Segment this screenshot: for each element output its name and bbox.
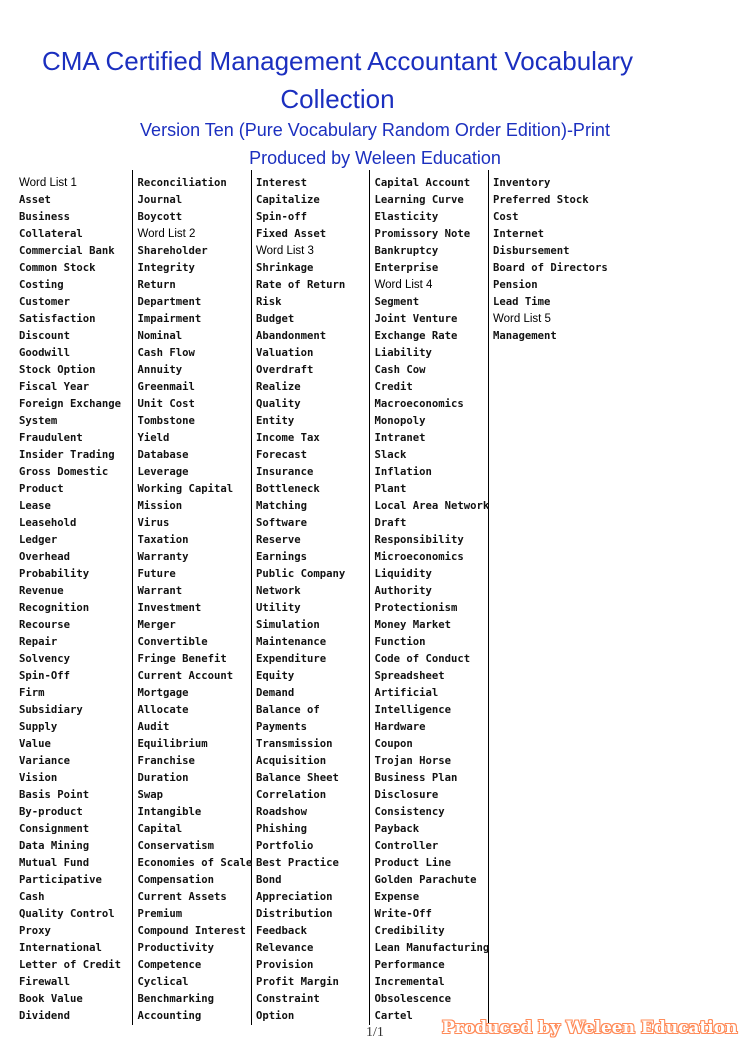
vocabulary-term: Future [137, 568, 176, 580]
vocabulary-term: Shrinkage [256, 262, 314, 274]
vocabulary-term: Collateral [19, 228, 83, 240]
vocabulary-term: Recognition [19, 602, 90, 614]
vocabulary-term: Relevance [256, 942, 314, 954]
vocabulary-term: Taxation [137, 534, 189, 546]
vocabulary-term: Liability [374, 347, 432, 359]
vocabulary-term: Simulation [256, 619, 320, 631]
vocabulary-term: Ledger [19, 534, 58, 546]
vocabulary-term: International [19, 942, 102, 954]
vocabulary-column-5 [489, 170, 607, 1025]
vocabulary-term: Fixed Asset [256, 228, 327, 240]
vocabulary-term: System [19, 415, 58, 427]
vocabulary-term: Product [19, 483, 64, 495]
vocabulary-term: Accounting [137, 1010, 202, 1022]
vocabulary-term: Cash [19, 891, 45, 903]
vocabulary-term: Duration [137, 772, 189, 784]
vocabulary-term: Fringe Benefit [137, 653, 227, 665]
vocabulary-term: Gross Domestic [19, 466, 109, 478]
vocabulary-term: Feedback [256, 925, 308, 937]
vocabulary-term: Franchise [137, 755, 195, 767]
vocabulary-term: Insurance [256, 466, 314, 478]
vocabulary-term: Expense [374, 891, 420, 903]
vocabulary-term: Utility [256, 602, 301, 614]
vocabulary-term: Joint Venture [374, 313, 458, 325]
vocabulary-term: Participative [19, 874, 102, 886]
vocabulary-term: Productivity [137, 942, 215, 954]
vocabulary-term: Lease [19, 500, 51, 512]
vocabulary-term: Option [256, 1010, 295, 1022]
vocabulary-term: Compound Interest [137, 925, 246, 937]
vocabulary-term: Shareholder [137, 245, 208, 257]
vocabulary-term: Money Market [374, 619, 452, 631]
vocabulary-term: Bottleneck [256, 483, 320, 495]
vocabulary-term: Costing [19, 279, 64, 291]
vocabulary-term: Benchmarking [137, 993, 215, 1005]
vocabulary-term: Intangible [137, 806, 202, 818]
vocabulary-term: Abandonment [256, 330, 327, 342]
vocabulary-term: Tombstone [137, 415, 195, 427]
vocabulary-term: Local Area Network [374, 500, 490, 512]
vocabulary-term: Compensation [137, 874, 215, 886]
vocabulary-term: Cash Flow [137, 347, 195, 359]
vocabulary-term: Conservatism [137, 840, 215, 852]
vocabulary-term: Software [256, 517, 308, 529]
vocabulary-term: Consistency [374, 806, 445, 818]
vocabulary-term: Profit Margin [256, 976, 339, 988]
word-list-heading: Word List 4 [374, 279, 433, 291]
vocabulary-term: Repair [19, 636, 58, 648]
page-number: 1/1 [366, 1025, 384, 1040]
vocabulary-term: Responsibility [374, 534, 464, 546]
vocabulary-term: Capital Account [374, 177, 471, 189]
vocabulary-term: Credit [374, 381, 413, 393]
vocabulary-term: Forecast [256, 449, 308, 461]
vocabulary-term: Stock Option [19, 364, 96, 376]
vocabulary-term: Lean Manufacturing [374, 942, 490, 954]
vocabulary-term: Department [137, 296, 202, 308]
vocabulary-term: Public Company [256, 568, 346, 580]
vocabulary-term: Leasehold [19, 517, 77, 529]
vocabulary-term: Phishing [256, 823, 308, 835]
vocabulary-term: Slack [374, 449, 407, 461]
vocabulary-term: Cyclical [137, 976, 189, 988]
vocabulary-term: Firewall [19, 976, 71, 988]
vocabulary-term: Allocate [137, 704, 189, 716]
vocabulary-term: Vision [19, 772, 58, 784]
vocabulary-term: Mutual Fund [19, 857, 90, 869]
vocabulary-term: Swap [137, 789, 164, 801]
vocabulary-term: Promissory Note [374, 228, 471, 240]
watermark-logo-text: Produced by Weleen Education [442, 1018, 738, 1038]
vocabulary-term: Investment [137, 602, 202, 614]
vocabulary-term: Artificial [374, 687, 439, 699]
vocabulary-term: Lead Time [493, 296, 551, 308]
vocabulary-term: Balance Sheet [256, 772, 339, 784]
vocabulary-term: Solvency [19, 653, 71, 665]
vocabulary-term: Current Account [137, 670, 234, 682]
vocabulary-columns [15, 170, 735, 1025]
vocabulary-term: Plant [374, 483, 407, 495]
vocabulary-term: Internet [493, 228, 545, 240]
vocabulary-term: Book Value [19, 993, 83, 1005]
vocabulary-term: Portfolio [256, 840, 314, 852]
vocabulary-term: Board of Directors [493, 262, 608, 274]
vocabulary-term: Current Assets [137, 891, 227, 903]
vocabulary-term: Protectionism [374, 602, 458, 614]
vocabulary-term: Interest [256, 177, 308, 189]
vocabulary-term: Acquisition [256, 755, 327, 767]
vocabulary-term: Common Stock [19, 262, 96, 274]
document-title-line-1: CMA Certified Management Accountant Vocabulary [41, 46, 634, 76]
vocabulary-term: Bond [256, 874, 282, 886]
vocabulary-term: Subsidiary [19, 704, 83, 716]
vocabulary-term: Dividend [19, 1010, 71, 1022]
vocabulary-term: Database [137, 449, 189, 461]
vocabulary-term: Merger [137, 619, 176, 631]
vocabulary-term: Commercial Bank [19, 245, 115, 257]
vocabulary-term: Mortgage [137, 687, 189, 699]
vocabulary-term: Macroeconomics [374, 398, 464, 410]
vocabulary-term: Return [137, 279, 176, 291]
vocabulary-term: Valuation [256, 347, 314, 359]
vocabulary-term: Impairment [137, 313, 202, 325]
vocabulary-term: Data Mining [19, 840, 90, 852]
vocabulary-term: Proxy [19, 925, 51, 937]
vocabulary-term: Satisfaction [19, 313, 96, 325]
vocabulary-term: Goodwill [19, 347, 71, 359]
vocabulary-term: Disclosure [374, 789, 439, 801]
vocabulary-term: Warrant [137, 585, 183, 597]
vocabulary-term: Economies of Scale [137, 857, 253, 869]
vocabulary-term: Nominal [137, 330, 183, 342]
vocabulary-term: Provision [256, 959, 314, 971]
vocabulary-term: Hardware [374, 721, 426, 733]
vocabulary-term: Intranet [374, 432, 426, 444]
vocabulary-term: Yield [137, 432, 170, 444]
vocabulary-term: Controller [374, 840, 439, 852]
vocabulary-term: Distribution [256, 908, 333, 920]
vocabulary-term: Realize [256, 381, 301, 393]
vocabulary-term: Code of Conduct [374, 653, 471, 665]
vocabulary-term: Payback [374, 823, 420, 835]
vocabulary-term: Obsolescence [374, 993, 452, 1005]
vocabulary-term: Appreciation [256, 891, 333, 903]
vocabulary-term: Capital [137, 823, 183, 835]
vocabulary-term: Authority [374, 585, 432, 597]
vocabulary-term: By-product [19, 806, 83, 818]
vocabulary-column-4 [371, 170, 489, 1025]
vocabulary-term: Fiscal Year [19, 381, 90, 393]
vocabulary-term: Letter of Credit [19, 959, 122, 971]
word-list-heading: Word List 3 [256, 245, 314, 257]
vocabulary-term: Quality Control [19, 908, 115, 920]
vocabulary-term: Performance [374, 959, 445, 971]
vocabulary-term: Payments [256, 721, 308, 733]
vocabulary-term: Trojan Horse [374, 755, 452, 767]
vocabulary-term: Golden Parachute [374, 874, 477, 886]
vocabulary-term: Basis Point [19, 789, 90, 801]
vocabulary-term: Management [493, 330, 557, 342]
vocabulary-term: Integrity [137, 262, 195, 274]
vocabulary-term: Demand [256, 687, 295, 699]
vocabulary-term: Customer [19, 296, 71, 308]
vocabulary-term: Boycott [137, 211, 183, 223]
vocabulary-term: Spreadsheet [374, 670, 445, 682]
vocabulary-term: Consignment [19, 823, 90, 835]
vocabulary-term: Business [19, 211, 71, 223]
vocabulary-term: Rate of Return [256, 279, 346, 291]
vocabulary-term: Write-Off [374, 908, 432, 920]
vocabulary-term: Mission [137, 500, 183, 512]
vocabulary-term: Draft [374, 517, 407, 529]
vocabulary-term: Balance of [256, 704, 320, 716]
vocabulary-term: Budget [256, 313, 295, 325]
word-list-heading: Word List 1 [19, 177, 77, 189]
vocabulary-column-3 [252, 170, 370, 1025]
vocabulary-term: Monopoly [374, 415, 426, 427]
vocabulary-term: Enterprise [374, 262, 439, 274]
vocabulary-term: Income Tax [256, 432, 320, 444]
vocabulary-term: Network [256, 585, 301, 597]
vocabulary-term: Reconciliation [137, 177, 227, 189]
vocabulary-term: Warranty [137, 551, 189, 563]
vocabulary-term: Audit [137, 721, 170, 733]
vocabulary-term: Convertible [137, 636, 208, 648]
vocabulary-term: Reserve [256, 534, 301, 546]
vocabulary-term: Variance [19, 755, 71, 767]
vocabulary-term: Inventory [493, 177, 551, 189]
vocabulary-term: Learning Curve [374, 194, 464, 206]
vocabulary-term: Journal [137, 194, 183, 206]
vocabulary-term: Inflation [374, 466, 432, 478]
vocabulary-term: Business Plan [374, 772, 458, 784]
vocabulary-column-2 [134, 170, 252, 1025]
vocabulary-term: Firm [19, 687, 45, 699]
vocabulary-term: Overdraft [256, 364, 314, 376]
vocabulary-term: Transmission [256, 738, 333, 750]
vocabulary-term: Function [374, 636, 426, 648]
vocabulary-term: Earnings [256, 551, 308, 563]
vocabulary-term: Leverage [137, 466, 189, 478]
vocabulary-term: Competence [137, 959, 202, 971]
vocabulary-term: Equilibrium [137, 738, 208, 750]
vocabulary-term: Constraint [256, 993, 320, 1005]
vocabulary-term: Elasticity [374, 211, 439, 223]
vocabulary-column-1 [15, 170, 133, 1025]
vocabulary-term: Unit Cost [137, 398, 195, 410]
vocabulary-term: Credibility [374, 925, 445, 937]
vocabulary-term: Coupon [374, 738, 413, 750]
vocabulary-term: Exchange Rate [374, 330, 458, 342]
word-list-heading: Word List 2 [137, 228, 196, 240]
document-subtitle-producer: Produced by Weleen Education [249, 148, 501, 168]
vocabulary-term: Preferred Stock [493, 194, 589, 206]
vocabulary-term: Overhead [19, 551, 71, 563]
vocabulary-term: Spin-Off [19, 670, 71, 682]
vocabulary-term: Working Capital [137, 483, 234, 495]
vocabulary-term: Supply [19, 721, 58, 733]
vocabulary-term: Greenmail [137, 381, 195, 393]
vocabulary-term: Capitalize [256, 194, 320, 206]
vocabulary-term: Pension [493, 279, 538, 291]
vocabulary-term: Correlation [256, 789, 327, 801]
vocabulary-term: Annuity [137, 364, 183, 376]
vocabulary-term: Revenue [19, 585, 64, 597]
vocabulary-term: Discount [19, 330, 71, 342]
vocabulary-term: Value [19, 738, 51, 750]
vocabulary-term: Equity [256, 670, 295, 682]
vocabulary-term: Matching [256, 500, 308, 512]
document-title-line-2: Collection [280, 84, 395, 114]
vocabulary-term: Virus [137, 517, 170, 529]
vocabulary-term: Asset [19, 194, 51, 206]
vocabulary-term: Product Line [374, 857, 452, 869]
vocabulary-term: Risk [256, 296, 282, 308]
vocabulary-term: Best Practice [256, 857, 339, 869]
vocabulary-term: Premium [137, 908, 183, 920]
vocabulary-term: Cash Cow [374, 364, 426, 376]
vocabulary-term: Spin-off [256, 211, 308, 223]
vocabulary-term: Cartel [374, 1010, 413, 1022]
vocabulary-term: Foreign Exchange [19, 398, 122, 410]
vocabulary-term: Bankruptcy [374, 245, 439, 257]
vocabulary-term: Quality [256, 398, 301, 410]
vocabulary-term: Roadshow [256, 806, 308, 818]
vocabulary-term: Expenditure [256, 653, 327, 665]
vocabulary-term: Intelligence [374, 704, 452, 716]
vocabulary-term: Disbursement [493, 245, 570, 257]
vocabulary-term: Liquidity [374, 568, 432, 580]
vocabulary-term: Cost [493, 211, 519, 223]
word-list-heading: Word List 5 [493, 313, 551, 325]
vocabulary-term: Probability [19, 568, 90, 580]
vocabulary-term: Incremental [374, 976, 445, 988]
vocabulary-term: Maintenance [256, 636, 327, 648]
vocabulary-term: Entity [256, 415, 295, 427]
vocabulary-term: Fraudulent [19, 432, 83, 444]
vocabulary-term: Insider Trading [19, 449, 115, 461]
vocabulary-term: Recourse [19, 619, 71, 631]
vocabulary-term: Segment [374, 296, 420, 308]
vocabulary-term: Microeconomics [374, 551, 464, 563]
document-subtitle-version: Version Ten (Pure Vocabulary Random Order Edition)-Print [140, 120, 610, 140]
